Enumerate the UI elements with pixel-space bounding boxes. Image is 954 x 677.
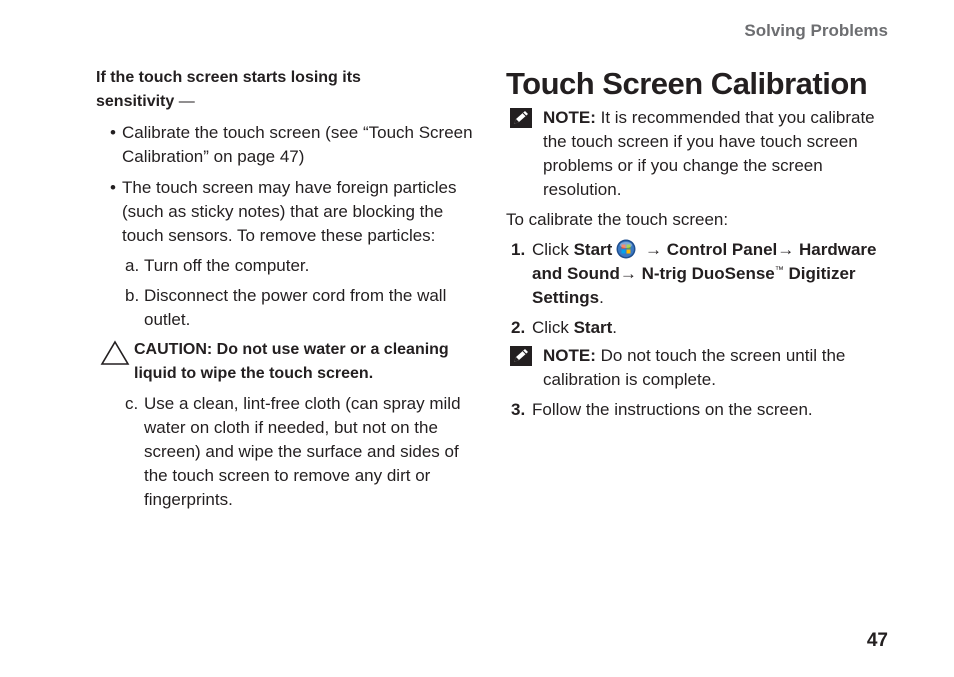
- sub-step-marker: b.: [125, 286, 140, 305]
- section-title: Touch Screen Calibration: [506, 66, 868, 101]
- right-column: [506, 66, 894, 422]
- digitizer-label: Digitizer Settings: [532, 264, 856, 307]
- caution-triangle-icon: [100, 340, 130, 366]
- sub-step-text: Use a clean, lint-free cloth (can spray mild water on cloth if needed, but not on the screen) and wipe the surface and sides of the touch screen to remove any dirt or fingerprints.: [144, 394, 461, 509]
- bullet-mark: •: [110, 178, 116, 197]
- note-pencil-icon: [510, 108, 532, 128]
- heading-dash: —: [174, 93, 195, 110]
- page-number: 47: [866, 630, 888, 651]
- sub-step-marker: a.: [125, 256, 140, 275]
- step-text: Follow the instructions on the screen.: [532, 400, 813, 419]
- sub-step-text: Disconnect the power cord from the wall outlet.: [144, 286, 447, 329]
- sub-step-c: [96, 392, 486, 512]
- arrow: →: [777, 240, 799, 259]
- ntrig-label: N-trig DuoSense: [641, 264, 775, 283]
- note-box: [506, 344, 894, 392]
- sub-step-text: Turn off the computer.: [144, 256, 310, 275]
- troubleshoot-heading-text: If the touch screen starts losing its sensitivity: [96, 69, 361, 110]
- note-pencil-icon: [510, 346, 532, 366]
- bullet-text: The touch screen may have foreign particles (such as sticky notes) that are blocking the touch sensors. To remove these particles:: [122, 178, 457, 245]
- note-label: NOTE:: [543, 346, 596, 365]
- step-number: 3.: [511, 400, 526, 419]
- caution-box: [96, 338, 486, 386]
- start-label: Start: [573, 318, 613, 337]
- step-3: [506, 398, 894, 422]
- step-prefix: Click: [532, 318, 574, 337]
- note-text: It is recommended that you calibrate the touch screen if you have touch screen problems or if you change the screen resolution.: [543, 108, 875, 199]
- bullet-item: [96, 176, 486, 248]
- bullet-item: [96, 121, 486, 169]
- bullet-mark: •: [110, 123, 116, 142]
- intro-text: To calibrate the touch screen:: [506, 210, 729, 229]
- caution-text: CAUTION: Do not use water or a cleaning liquid to wipe the touch screen.: [134, 341, 449, 382]
- note-text: Do not touch the screen until the calibration is complete.: [543, 346, 846, 389]
- arrow: →: [640, 240, 667, 259]
- sub-step-marker: c.: [125, 394, 139, 413]
- arrow: →: [619, 264, 642, 283]
- running-header: Solving Problems: [744, 21, 888, 40]
- control-panel-label: Control Panel: [666, 240, 778, 259]
- bullet-text: Calibrate the touch screen (see “Touch Screen Calibration” on page 47): [122, 123, 473, 166]
- trademark-mark: ™: [774, 264, 784, 275]
- step-number: 2.: [511, 318, 526, 337]
- step-end: .: [612, 318, 618, 337]
- step-1: [506, 238, 894, 310]
- step-2: [506, 316, 894, 340]
- start-label: Start: [573, 240, 613, 259]
- step-prefix: Click: [532, 240, 574, 259]
- step-end: .: [599, 288, 604, 307]
- step-number: 1.: [511, 240, 526, 259]
- windows-start-orb-icon: [616, 239, 636, 259]
- troubleshoot-heading: [96, 66, 396, 114]
- hardware-sound-label: Hardware and Sound: [532, 240, 877, 283]
- sub-step-a: [96, 254, 486, 278]
- left-column: [96, 66, 486, 512]
- sub-step-b: [96, 284, 486, 332]
- note-label: NOTE:: [543, 108, 596, 127]
- note-box: [506, 106, 894, 202]
